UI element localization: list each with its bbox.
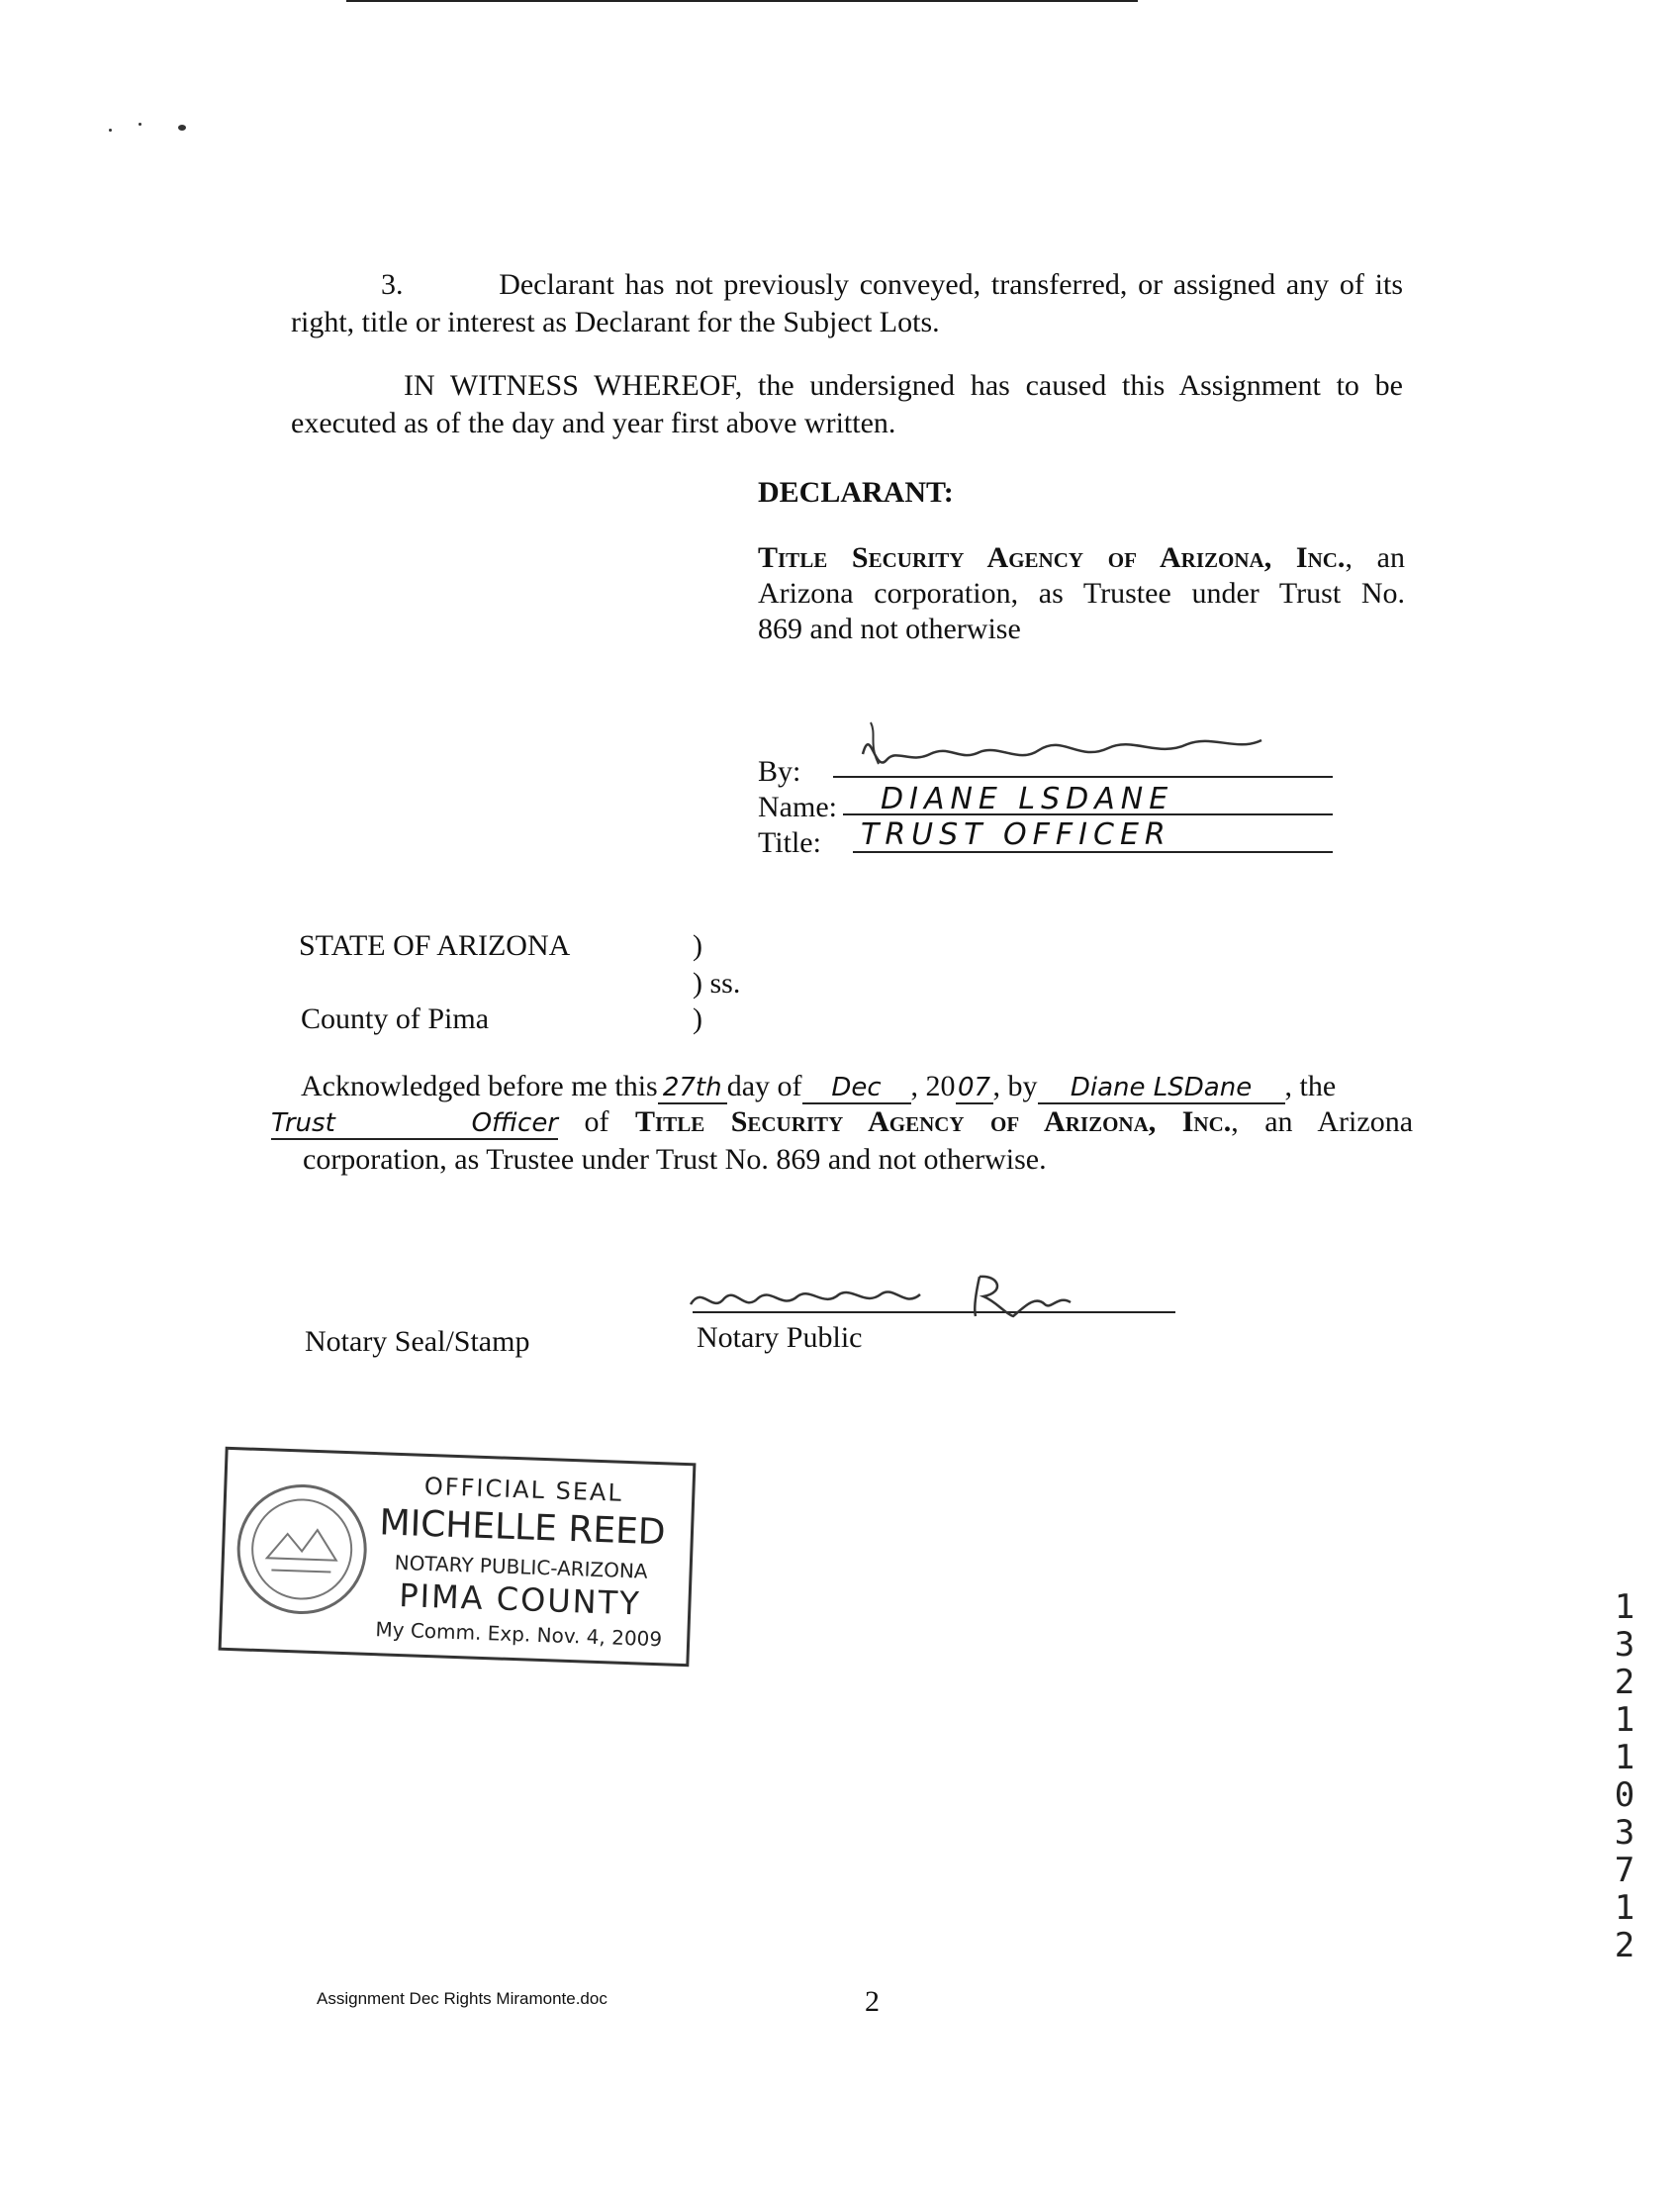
venue-paren: )	[693, 929, 702, 962]
entity-name: Title Security Agency of Arizona, Inc.	[635, 1105, 1232, 1138]
notary-seal-label: Notary Seal/Stamp	[305, 1325, 530, 1358]
notary-public-label: Notary Public	[697, 1321, 863, 1354]
declarant-signature	[851, 715, 1276, 784]
declarant-entity-line1	[758, 538, 1405, 578]
witness-line2: executed as of the day and year first above written.	[291, 407, 896, 439]
entity-suffix: , an	[1345, 541, 1405, 574]
paragraph-3-line1	[381, 265, 1403, 305]
name-label: Name:	[758, 791, 837, 823]
acknowledgment-line1: Acknowledged before me this 27th day of Dec , 2007, by Diane LSDane , the	[301, 1070, 1337, 1102]
venue-paren: )	[693, 1002, 702, 1035]
declarant-heading: DECLARANT:	[758, 476, 954, 509]
seal-county: PIMA COUNTY	[398, 1575, 642, 1623]
acknowledgment-line2: Trust Officer of Title Security Agency of Arizona, Inc., an Arizona	[271, 1105, 1414, 1138]
notary-seal-stamp	[219, 1447, 697, 1667]
paragraph-text: Declarant has not previously conveyed, transferred, or assigned any of its	[499, 268, 1403, 301]
paragraph-number: 3.	[381, 268, 404, 301]
paragraph-3-line2: right, title or interest as Declarant for the Subject Lots.	[291, 306, 940, 338]
venue-county: County of Pima	[301, 1002, 490, 1035]
seal-notary-state: NOTARY PUBLIC-ARIZONA	[394, 1550, 649, 1583]
scan-speck	[109, 129, 112, 132]
page-number: 2	[865, 1985, 880, 2018]
state-seal-emblem	[231, 1478, 374, 1621]
acknowledgment-line3: corporation, as Trustee under Trust No. 869 and not otherwise.	[303, 1143, 1047, 1176]
signer-title-handwritten: TRUST OFFICER	[861, 817, 1171, 852]
witness-line1: IN WITNESS WHEREOF, the undersigned has caused this Assignment to be	[404, 369, 1403, 402]
seal-official-seal-text: OFFICIAL SEAL	[423, 1472, 624, 1507]
scan-edge-line	[346, 0, 1138, 2]
title-label: Title:	[758, 826, 821, 859]
seal-expiration: My Comm. Exp. Nov. 4, 2009	[375, 1617, 663, 1652]
venue-state: STATE OF ARIZONA	[299, 929, 571, 962]
venue-ss: ) ss.	[693, 967, 741, 1000]
by-label: By:	[758, 755, 801, 788]
declarant-entity-line3: 869 and not otherwise	[758, 613, 1021, 645]
seal-notary-name: MICHELLE REED	[378, 1502, 667, 1554]
footer-filename: Assignment Dec Rights Miramonte.doc	[317, 1989, 607, 2008]
recording-number: 13211 03712	[1614, 1587, 1635, 1965]
year-handwritten: 07	[956, 1073, 993, 1104]
entity-name: Title Security Agency of Arizona, Inc.	[758, 541, 1346, 574]
declarant-entity-line2: Arizona corporation, as Trustee under Trust No.	[758, 577, 1405, 610]
signer-handwritten: Diane LSDane	[1038, 1073, 1285, 1104]
scan-speck	[139, 123, 141, 126]
notary-signature	[683, 1265, 1098, 1324]
signer-name-handwritten: DIANE LSDANE	[881, 782, 1174, 816]
month-handwritten: Dec	[802, 1073, 911, 1104]
day-handwritten: 27th	[658, 1073, 727, 1104]
capacity-handwritten: Trust Officer	[271, 1108, 558, 1138]
scan-speck	[178, 125, 186, 131]
